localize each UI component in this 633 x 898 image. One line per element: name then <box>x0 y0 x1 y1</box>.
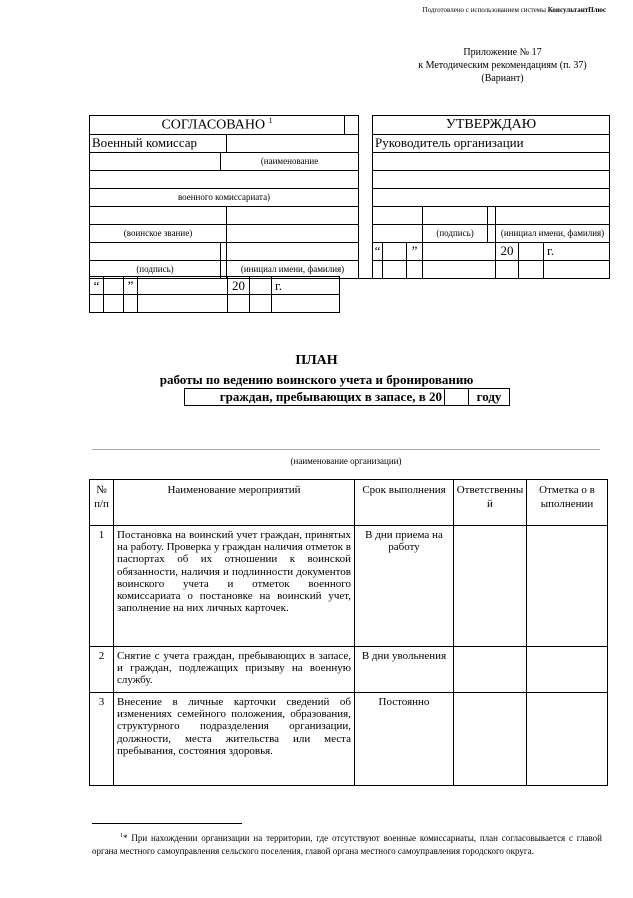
quote-close-left: ” <box>124 277 138 295</box>
agreed-heading: СОГЛАСОВАНО $^1$ <box>90 116 345 135</box>
organization-name-hint: (наименование организации) <box>290 456 402 466</box>
table-row <box>90 526 608 647</box>
source-note: Подготовлено с использованием системы КонсультантПлюс <box>422 6 606 14</box>
header-completion: Отметка о выполнении <box>527 480 608 526</box>
row-term: Постоянно <box>355 693 454 786</box>
plan-title: ПЛАН <box>295 353 338 368</box>
plan-year-line <box>184 388 510 406</box>
row-completion <box>527 526 608 647</box>
hint-rank: (воинское звание) <box>90 224 227 242</box>
row-activity: Постановка на воинский учет граждан, принятых на работу. Проверка у граждан наличия отметок в паспортах об их отношении к воинской обязанности, наличия и подлинности документов воинского учета и отметок военного комиссариата о постановке на воинский учет, заполнение на них личных карточек. <box>114 526 355 647</box>
year-prefix-left: 20 <box>228 277 250 295</box>
year-prefix-right: 20 <box>496 242 519 260</box>
appendix-variant: (Вариант) <box>481 73 524 84</box>
organization-name-line <box>92 449 600 450</box>
plan-table <box>89 479 608 786</box>
row-term: В дни увольнения <box>355 647 454 693</box>
row-completion <box>527 647 608 693</box>
footnote: $^1$* При нахождении организации на территории, где отсутствуют военные комиссариаты, план согласовывается с главой органа местного самоуправления сельского поселения, главой органа местного самоуправления городского округа. <box>92 833 602 856</box>
row-responsible <box>454 693 527 786</box>
table-row <box>90 693 608 786</box>
hint-name: (наименование <box>221 152 359 170</box>
quote-open-right: “ <box>373 242 383 260</box>
year-suffix-left: г. <box>272 277 340 295</box>
header-activity: Наименование мероприятий <box>114 480 355 526</box>
hint-commissariat: военного комиссариата) <box>90 188 359 206</box>
hint-signature-left: (подпись) <box>90 260 221 278</box>
header-responsible: Ответственный <box>454 480 527 526</box>
footnote-separator <box>92 823 242 824</box>
quote-close-right: ” <box>407 242 423 260</box>
row-number: 1 <box>90 526 114 647</box>
hint-initials-right: (инициал имени, фамилия) <box>496 224 610 242</box>
header-term: Срок выполнения <box>355 480 454 526</box>
approve-heading: УТВЕРЖДАЮ <box>373 116 610 135</box>
commissar-position: Военный комиссар <box>90 134 227 152</box>
table-row <box>90 647 608 693</box>
row-number: 2 <box>90 647 114 693</box>
row-activity: Внесение в личные карточки сведений об изменениях семейного положения, образования, структурного подразделения организации, должности, места жительства или места пребывания, состояния здоровья. <box>114 693 355 786</box>
appendix-basis: к Методическим рекомендациям (п. 37) <box>418 60 587 71</box>
header-number: № п/п <box>90 480 114 526</box>
row-number: 3 <box>90 693 114 786</box>
quote-open-left: “ <box>90 277 104 295</box>
plan-subtitle: работы по ведению воинского учета и бронированию <box>159 372 474 387</box>
appendix-number: Приложение № 17 <box>463 47 542 58</box>
row-activity: Снятие с учета граждан, пребывающих в запасе, и граждан, подлежащих призыву на военную службу. <box>114 647 355 693</box>
row-responsible <box>454 647 527 693</box>
hint-initials-left: (инициал имени, фамилия) <box>227 260 359 278</box>
year-suffix-right: г. <box>544 242 610 260</box>
hint-signature-right: (подпись) <box>423 224 488 242</box>
appendix-reference <box>400 46 605 85</box>
row-term: В дни приема на работу <box>355 526 454 647</box>
approval-block <box>89 115 610 279</box>
agreed-date-block <box>89 276 340 313</box>
plan-subtitle-year: граждан, пребывающих в запасе, в 20 <box>185 389 445 406</box>
plan-subtitle-year-end: году <box>469 389 510 406</box>
head-position: Руководитель организации <box>373 134 610 152</box>
row-completion <box>527 693 608 786</box>
row-responsible <box>454 526 527 647</box>
